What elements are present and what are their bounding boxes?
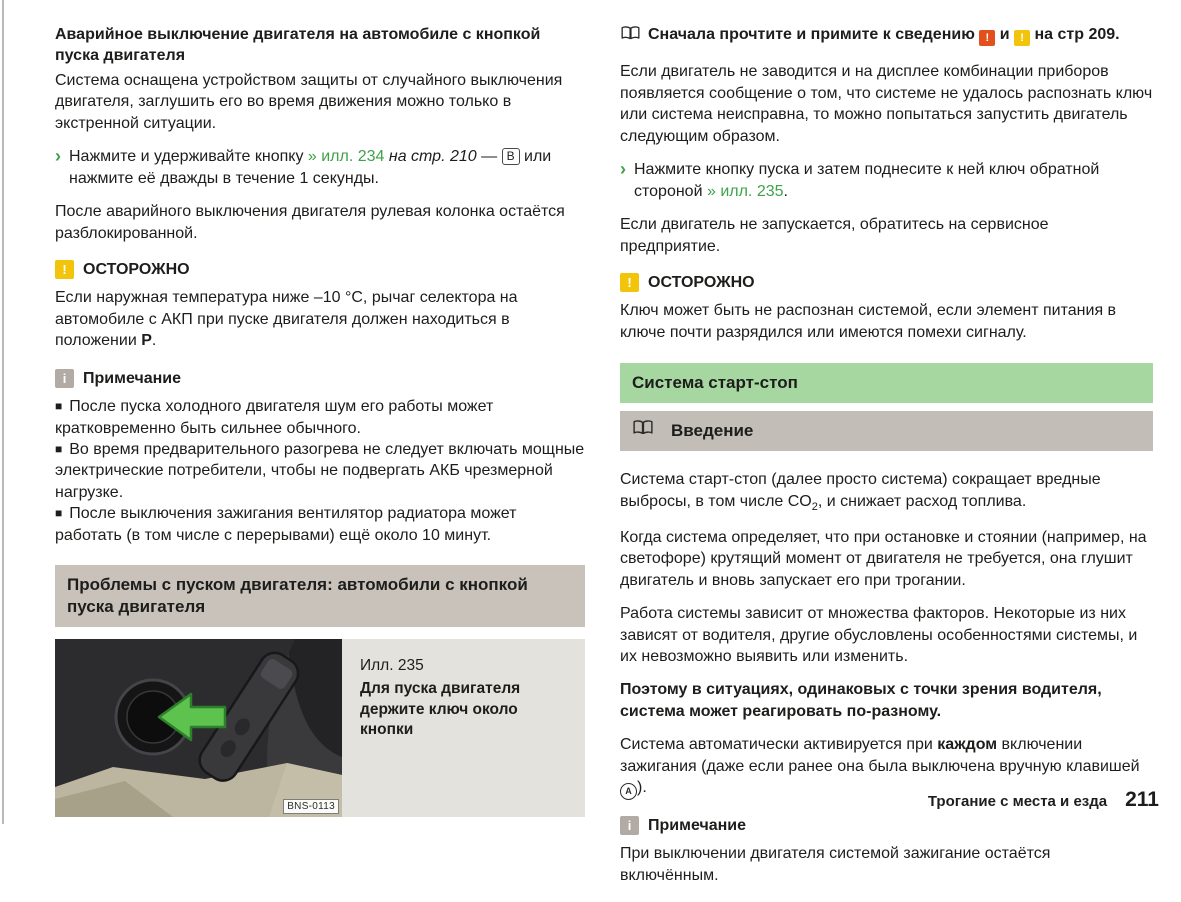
footer-page-number: 211 <box>1125 787 1159 811</box>
figure-caption-panel <box>342 639 585 817</box>
bold-text-run: Сначала прочтите и примите к сведению <box>648 26 980 43</box>
note-list-item <box>55 503 585 546</box>
note-header <box>55 368 585 389</box>
bullet-marker: ■ <box>55 399 63 414</box>
text-run: Система автоматически активируется при <box>620 736 938 754</box>
book-icon <box>620 26 641 47</box>
bold-text-run: и <box>995 26 1015 43</box>
read-first-line <box>620 24 1153 47</box>
text-run: Если наружная температура ниже –10 °C, рычаг селектора на автомобиле с АКП при пуске двигателя должен находиться в положении <box>55 289 518 350</box>
photo-code-label: BNS-0113 <box>283 799 339 814</box>
note-title: Примечание <box>648 816 747 834</box>
note-list <box>55 396 585 546</box>
paragraph: Если двигатель не заводится и на дисплее комбинации приборов появляется сообщение о том, что системе не удалось распознать ключ или система неисправна, то можно попытаться запустить двигатель следующим образом. <box>620 63 1153 145</box>
text-run: — <box>476 148 502 166</box>
note-item-text: После выключения зажигания вентилятор радиатора может работать (в том числе с перерывами) ещё около 10 минут. <box>55 505 517 544</box>
note-block <box>620 815 1153 886</box>
text-run: Система старт-стоп (далее просто система) сокращает вредные выбросы, в том числе CO <box>620 471 1101 510</box>
footer-chapter-title: Трогание с места и езда <box>927 792 1108 810</box>
bold-text-run: на стр 209. <box>1030 26 1120 43</box>
bold-text-run: каждом <box>937 736 998 754</box>
action-chevron: › <box>55 146 61 167</box>
note-item-text: После пуска холодного двигателя шум его работы может кратковременно быть сильнее обычного. <box>55 398 494 437</box>
text-run: Нажмите кнопку пуска и затем поднесите к ней ключ обратной стороной <box>634 161 1100 200</box>
action-chevron: › <box>620 159 626 180</box>
note-title: Примечание <box>83 369 182 387</box>
caution-header <box>620 272 1153 293</box>
note-list-item <box>55 439 585 503</box>
yellow-warning-icon: ! <box>1014 30 1030 46</box>
right-column <box>620 24 1153 902</box>
note-header <box>620 815 1153 836</box>
note-info-icon: i <box>55 369 74 388</box>
chapter-section-header: Система старт-стоп <box>620 363 1153 403</box>
paragraph: Когда система определяет, что при остановке и стоянии (например, на светофоре) крутящий момент от двигателя не требуется, она глушит двигатель и вновь запускает его при трогании. <box>620 528 1147 589</box>
figure-235 <box>55 639 585 817</box>
page-left-border <box>2 0 4 824</box>
paragraph: После аварийного выключения двигателя рулевая колонка остаётся разблокированной. <box>55 203 565 242</box>
caution-title: ОСТОРОЖНО <box>648 273 755 291</box>
caution-block <box>620 272 1153 343</box>
text-run: . <box>783 182 788 200</box>
subsection-bar-title: Введение <box>671 421 754 441</box>
action-step <box>620 159 1153 202</box>
caution-warning-icon: ! <box>620 273 639 292</box>
start-button-photo-illustration <box>55 639 342 817</box>
red-warning-icon: ! <box>979 30 995 46</box>
emphasis-paragraph: Поэтому в ситуациях, одинаковых с точки зрения водителя, система может реагировать по-разному. <box>620 681 1102 720</box>
text-run: , и снижает расход топлива. <box>817 492 1027 510</box>
bold-text-run: P <box>141 332 152 350</box>
left-column <box>55 24 585 902</box>
text-run: . <box>151 332 157 350</box>
action-step-text <box>69 146 585 189</box>
start-stop-button-icon: A <box>620 783 637 800</box>
subsection-bar <box>620 411 1153 451</box>
caution-text <box>55 287 585 351</box>
note-info-icon: i <box>620 816 639 835</box>
caution-text: Ключ может быть не распознан системой, если элемент питания в ключе почти разрядился или имеются помехи сигналу. <box>620 302 1117 341</box>
paragraph: Если двигатель не запускается, обратитесь на сервисное предприятие. <box>620 216 1049 255</box>
key-cap: B <box>502 148 520 165</box>
note-list-item <box>55 396 585 439</box>
figure-caption: Для пуска двигателя держите ключ около кнопки <box>360 680 521 739</box>
page-footer <box>928 786 1159 814</box>
paragraph <box>620 469 1153 514</box>
intro-paragraph: Система оснащена устройством защиты от случайного выключения двигателя, заглушить его во время движения можно только в экстренной ситуации. <box>55 71 563 132</box>
caution-block <box>55 259 585 352</box>
cross-reference-link[interactable]: » илл. 234 <box>307 148 385 166</box>
action-step-text <box>634 159 1153 202</box>
caution-warning-icon: ! <box>55 260 74 279</box>
text-run: ). <box>637 779 647 797</box>
subsection-heading: Аварийное выключение двигателя на автомобиле с кнопкой пуска двигателя <box>55 26 541 65</box>
figure-photo <box>55 639 342 817</box>
note-block <box>55 368 585 547</box>
note-text: При выключении двигателя системой зажигание остаётся включённым. <box>620 845 1051 884</box>
text-run: Нажмите и удерживайте кнопку <box>69 148 308 166</box>
text-run: включении зажигания (даже если ранее она была выключена вручную клавишей <box>620 736 1140 775</box>
note-item-text: Во время предварительного разогрева не следует включать мощные электрические потребители, чтобы не подвергать АКБ чрезмерной нагрузке. <box>55 441 585 501</box>
bullet-marker: ■ <box>55 442 63 456</box>
bullet-marker: ■ <box>55 506 63 521</box>
cross-reference-link[interactable]: » илл. 235 <box>706 182 784 200</box>
section-header: Проблемы с пуском двигателя: автомобили с кнопкой пуска двигателя <box>55 565 585 627</box>
paragraph: Работа системы зависит от множества факторов. Некоторые из них зависят от водителя, другие обусловлены особенностями системы, и их невозможно выявить или изменить. <box>620 605 1138 665</box>
figure-label: Илл. 235 <box>360 657 424 675</box>
action-step <box>55 146 585 189</box>
caution-header <box>55 259 585 280</box>
book-icon <box>632 420 654 442</box>
caution-title: ОСТОРОЖНО <box>83 260 190 278</box>
text-run: или нажмите её дважды в течение 1 секунды. <box>69 148 552 187</box>
subscript-text: 2 <box>811 501 818 514</box>
italic-text-run: на стр. 210 <box>384 148 477 166</box>
